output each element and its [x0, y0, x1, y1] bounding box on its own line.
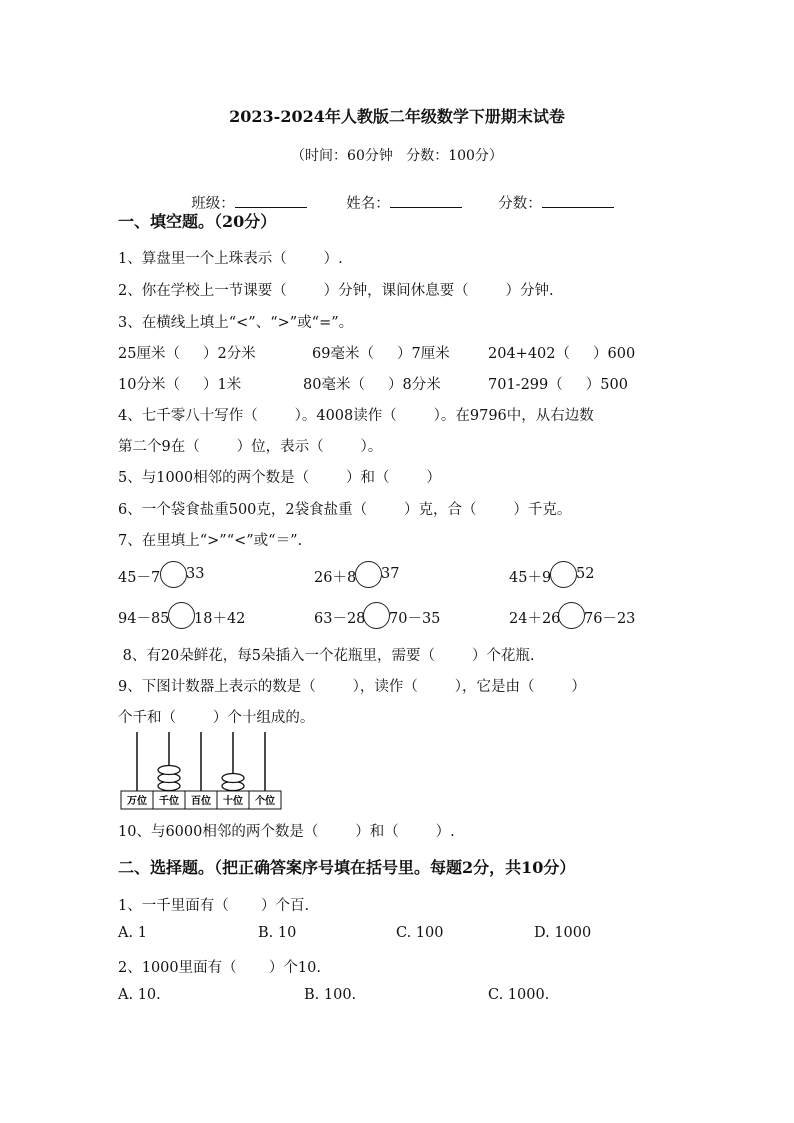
answer-circle[interactable] — [363, 602, 390, 629]
question-1-4-line1: 4、七千零八十写作（ ）。4008读作（ ）。在9796中，从右边数 — [118, 408, 594, 424]
question-2-2: 2、1000里面有（ ）个10. — [118, 960, 321, 976]
question-1-2: 2、你在学校上一节课要（ ）分钟，课间休息要（ ）分钟. — [118, 283, 554, 299]
circle-compare-right: 18＋42 — [194, 611, 246, 627]
question-1-3: 3、在横线上填上“<”、“>”或“=”。 — [118, 315, 354, 331]
section2-heading: 二、选择题。（把正确答案序号填在括号里。每题2分，共10分） — [118, 858, 576, 877]
score-blank[interactable] — [542, 206, 614, 208]
class-label: 班级： — [191, 196, 235, 212]
circle-compare-left: 45－7 — [118, 570, 161, 586]
question-1-6: 6、一个袋食盐重500克，2袋食盐重（ ）克，合（ ）千克。 — [118, 502, 572, 518]
abacus-figure — [118, 728, 286, 812]
option-c: C. 1000. — [488, 987, 550, 1003]
abacus-place-label: 万位 — [127, 796, 147, 807]
question-1-8: 8、有20朵鲜花，每5朵插入一个花瓶里，需要（ ）个花瓶. — [118, 648, 535, 664]
question-1-9-line1: 9、下图计数器上表示的数是（ ），读作（ ），它是由（ ） — [118, 679, 586, 695]
question-1-5: 5、与1000相邻的两个数是（ ）和（ ） — [118, 470, 441, 486]
section1-heading: 一、填空题。（20分） — [118, 212, 277, 231]
option-d: D. 1000 — [534, 925, 592, 941]
circle-compare-right: 52 — [576, 566, 595, 582]
compare-item: 10分米（ ）1米 — [118, 377, 242, 393]
circle-compare-left: 26＋8 — [314, 570, 357, 586]
abacus-bead — [222, 774, 244, 783]
class-blank[interactable] — [235, 206, 307, 208]
name-blank[interactable] — [390, 206, 462, 208]
compare-item: 204+402（ ）600 — [488, 346, 636, 362]
time-score-subtitle: （时间：60分钟 分数：100分） — [291, 148, 503, 164]
abacus-place-label: 百位 — [191, 796, 211, 807]
circle-compare-right: 70－35 — [389, 611, 441, 627]
question-1-1: 1、算盘里一个上珠表示（ ）. — [118, 251, 343, 267]
abacus-place-label: 十位 — [223, 796, 243, 807]
abacus-place-label: 千位 — [159, 796, 179, 807]
circle-compare-left: 94－85 — [118, 611, 170, 627]
answer-circle[interactable] — [355, 561, 382, 588]
page-title: 2023-2024年人教版二年级数学下册期末试卷 — [229, 107, 565, 126]
circle-compare-right: 76－23 — [584, 611, 636, 627]
question-1-10: 10、与6000相邻的两个数是（ ）和（ ）. — [118, 824, 455, 840]
name-label: 姓名： — [346, 196, 390, 212]
option-b: B. 10 — [258, 925, 297, 941]
answer-circle[interactable] — [160, 561, 187, 588]
question-1-9-line2: 个千和（ ）个十组成的。 — [118, 710, 315, 726]
score-field — [489, 176, 614, 213]
option-c: C. 100 — [396, 925, 444, 941]
abacus-drawing — [118, 728, 286, 812]
name-field — [337, 176, 462, 213]
circle-compare-left: 24＋26 — [509, 611, 561, 627]
answer-circle[interactable] — [550, 561, 577, 588]
compare-item: 69毫米（ ）7厘米 — [312, 346, 450, 362]
circle-compare-right: 33 — [186, 566, 205, 582]
question-2-1: 1、一千里面有（ ）个百. — [118, 898, 310, 914]
abacus-place-label: 个位 — [255, 796, 275, 807]
compare-item: 701-299（ ）500 — [488, 377, 628, 393]
question-1-4-line2: 第二个9在（ ）位，表示（ ）。 — [118, 439, 383, 455]
abacus-bead — [158, 766, 180, 775]
compare-item: 25厘米（ ）2分米 — [118, 346, 256, 362]
option-b: B. 100. — [304, 987, 357, 1003]
compare-item: 80毫米（ ）8分米 — [303, 377, 441, 393]
answer-circle[interactable] — [558, 602, 585, 629]
circle-compare-left: 63－28 — [314, 611, 366, 627]
option-a: A. 10. — [118, 987, 161, 1003]
class-field — [182, 176, 307, 213]
score-label: 分数： — [498, 196, 542, 212]
option-a: A. 1 — [118, 925, 147, 941]
answer-circle[interactable] — [168, 602, 195, 629]
circle-compare-right: 37 — [381, 566, 400, 582]
question-1-7: 7、在里填上“>”“<”或“＝”. — [118, 533, 303, 549]
circle-compare-left: 45＋9 — [509, 570, 552, 586]
